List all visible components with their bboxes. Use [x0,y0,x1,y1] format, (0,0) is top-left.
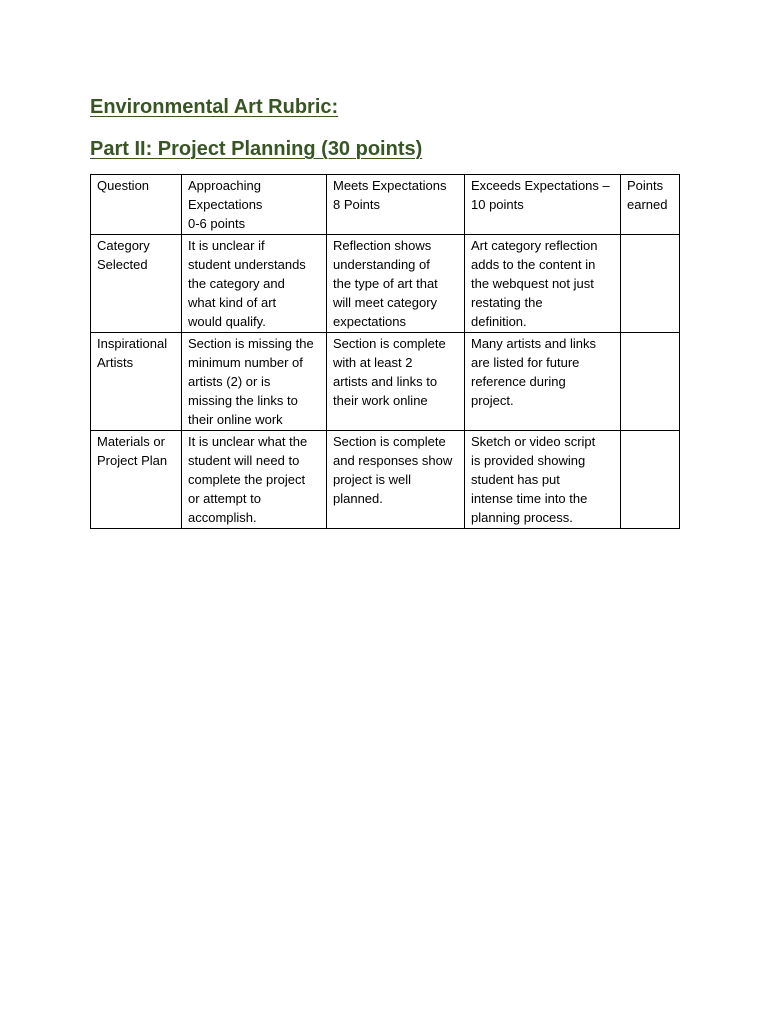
question-cell: Materials or Project Plan [91,431,182,529]
header-exceeds: Exceeds Expectations – 10 points [465,175,621,235]
header-meets: Meets Expectations 8 Points [327,175,465,235]
header-points-earned: Points earned [621,175,680,235]
exceeds-cell: Many artists and links are listed for future reference during project. [465,333,621,431]
points-earned-cell [621,333,680,431]
meets-cell: Section is complete with at least 2 artists and links to their work online [327,333,465,431]
exceeds-cell: Sketch or video script is provided showing student has put intense time into the planning process. [465,431,621,529]
exceeds-cell: Art category reflection adds to the content in the webquest not just restating the definition. [465,235,621,333]
header-question: Question [91,175,182,235]
table-row [91,235,680,333]
meets-cell: Section is complete and responses show project is well planned. [327,431,465,529]
table-row [91,431,680,529]
points-earned-cell [621,235,680,333]
approaching-cell: It is unclear if student understands the category and what kind of art would qualify. [182,235,327,333]
document-title: Environmental Art Rubric: [90,96,339,118]
approaching-cell: It is unclear what the student will need to complete the project or attempt to accomplish. [182,431,327,529]
header-approaching: Approaching Expectations 0-6 points [182,175,327,235]
rubric-header-row [91,175,680,235]
section-heading: Part II: Project Planning (30 points) [90,138,423,160]
table-row [91,333,680,431]
question-cell: Category Selected [91,235,182,333]
points-earned-cell [621,431,680,529]
rubric-table [90,174,680,529]
approaching-cell: Section is missing the minimum number of artists (2) or is missing the links to their online work [182,333,327,431]
meets-cell: Reflection shows understanding of the type of art that will meet category expectations [327,235,465,333]
question-cell: Inspirational Artists [91,333,182,431]
